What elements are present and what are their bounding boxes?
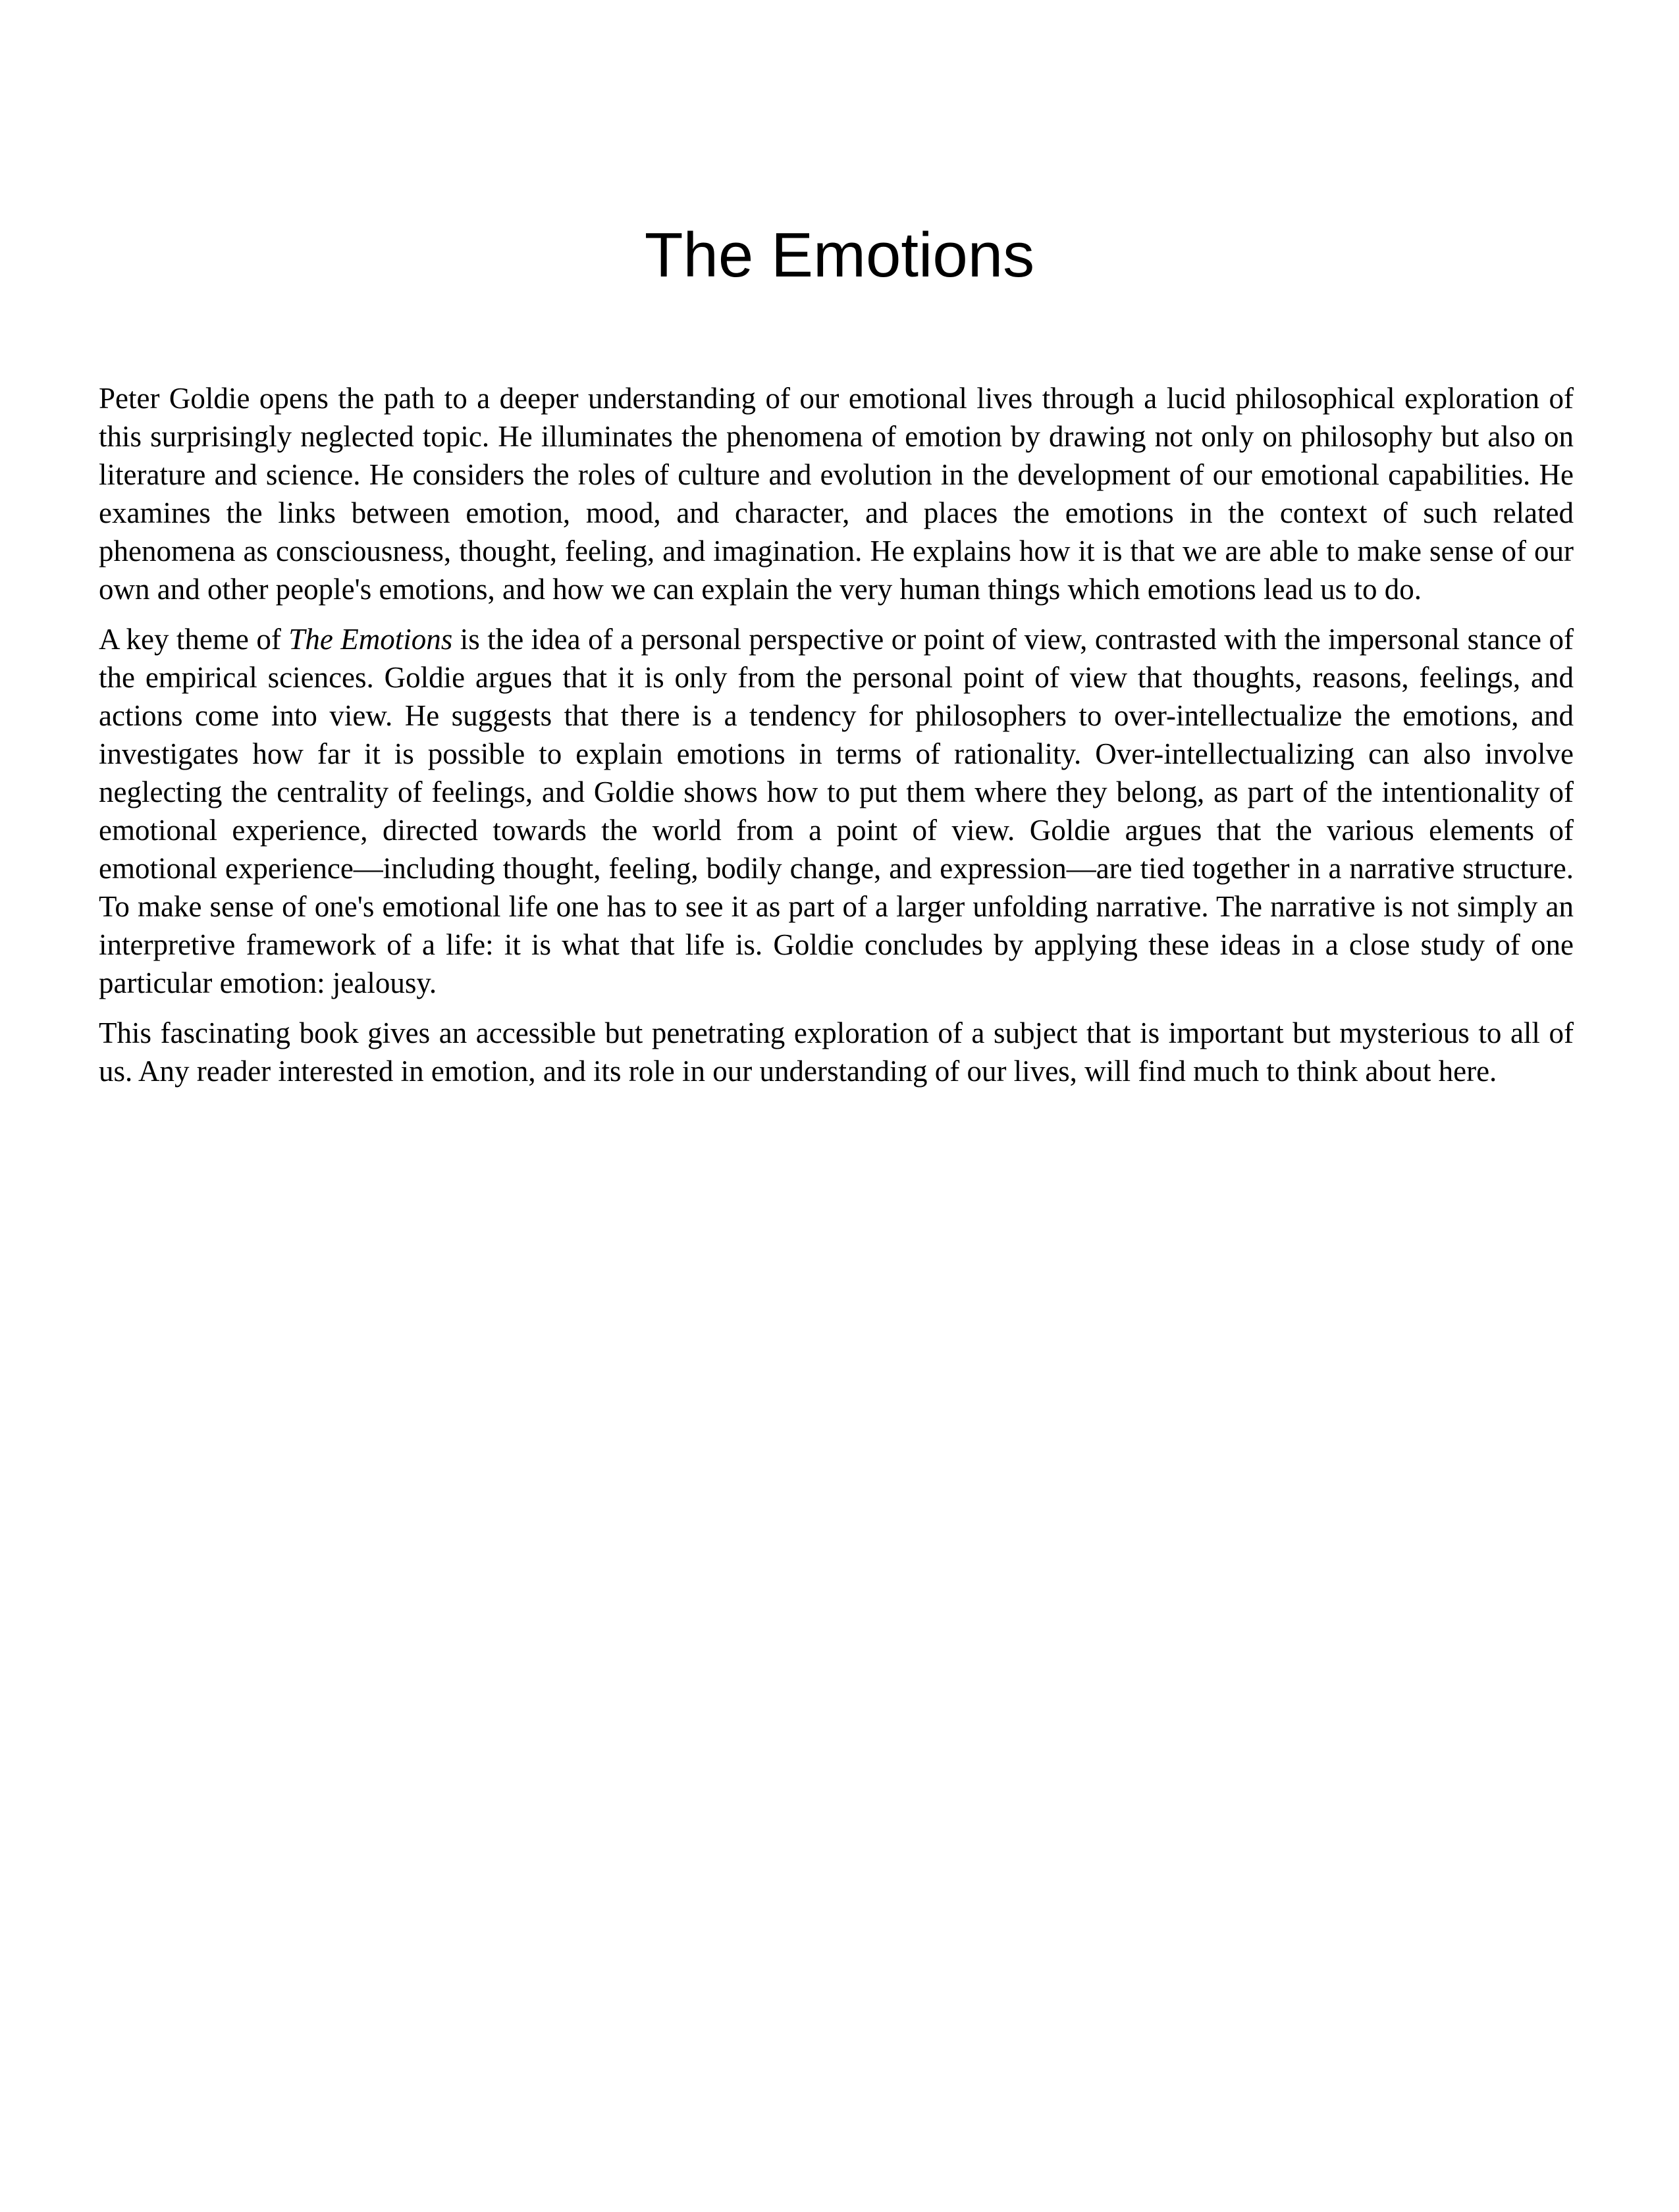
paragraph-2-lead: A key theme of bbox=[99, 623, 289, 656]
page-title: The Emotions bbox=[644, 220, 1035, 290]
paragraph-2-rest: is the idea of a personal perspective or point of view, contrasted with the impersonal stance of the empirical sciences. Goldie argues that it is only from the personal point of view that thoughts, reasons, feelings, and actions come into view. He suggests that there is a tendency for philosophers to over-intellectualize the emotions, and investigates how far it is possible to explain emotions in terms of rationality. Over-intellectualizing can also involve neglecting the centrality of feelings, and Goldie shows how to put them where they belong, as part of the intentionality of emotional experience, directed towards the world from a point of view. Goldie argues that the various elements of emotional experience—including thought, feeling, bodily change, and expression—are tied together in a narrative structure. To make sense of one's emotional life one has to see it as part of a larger unfolding narrative. The narrative is not simply an interpretive framework of a life: it is what that life is. Goldie concludes by applying these ideas in a close study of one particular emotion: jealousy. bbox=[99, 623, 1574, 999]
body-text bbox=[99, 379, 1574, 1102]
paragraph-3: This fascinating book gives an accessible but penetrating exploration of a subject that is important but mysterious to all of us. Any reader interested in emotion, and its role in our understanding of our lives, will find much to think about here. bbox=[99, 1016, 1574, 1088]
paragraph-1: Peter Goldie opens the path to a deeper understanding of our emotional lives through a lucid philosophical exploration of this surprisingly neglected topic. He illuminates the phenomena of emotion by drawing not only on philosophy but also on literature and science. He considers the roles of culture and evolution in the development of our emotional capabilities. He examines the links between emotion, mood, and character, and places the emotions in the context of such related phenomena as consciousness, thought, feeling, and imagination. He explains how it is that we are able to make sense of our own and other people's emotions, and how we can explain the very human things which emotions lead us to do. bbox=[99, 382, 1574, 606]
paragraph-2 bbox=[99, 620, 1574, 1002]
book-title-italic: The Emotions bbox=[288, 623, 453, 656]
